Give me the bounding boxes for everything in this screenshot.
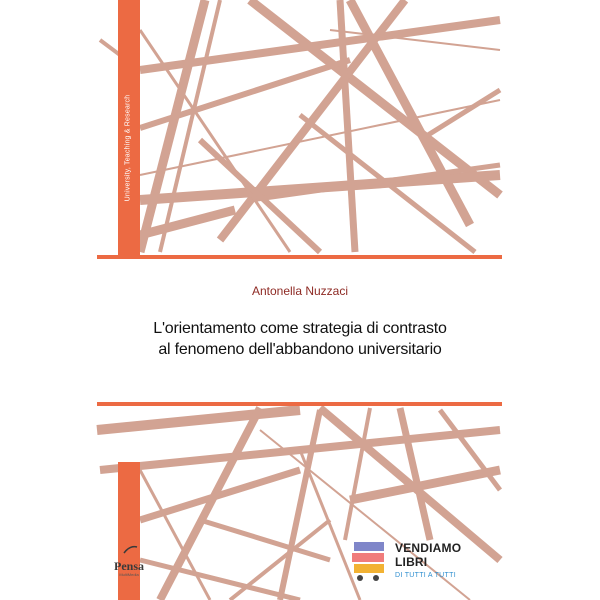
seller-line-3: DI TUTTI A TUTTI <box>395 572 456 579</box>
publisher-name: Pensa <box>114 559 144 573</box>
title-rule-bottom <box>97 402 502 406</box>
publisher-logo <box>106 535 152 577</box>
seller-badge <box>352 540 462 588</box>
author-name: Antonella Nuzzaci <box>251 284 349 298</box>
series-name: University, Teaching & Research <box>124 94 132 202</box>
seller-line-2: LIBRI <box>395 555 428 569</box>
seller-line-1: VENDIAMO <box>395 541 462 555</box>
book-title <box>0 318 600 360</box>
publisher-sub: MultiMedia <box>119 572 139 577</box>
book-title-line-1: L'orientamento come strategia di contrasto <box>153 320 447 337</box>
book-title-line-2: al fenomeno dell'abbandono universitario <box>158 341 442 358</box>
vendiamo-libri-logo-icon <box>352 540 386 584</box>
pensa-logo-icon <box>118 535 140 555</box>
series-bar-bottom <box>118 462 140 600</box>
